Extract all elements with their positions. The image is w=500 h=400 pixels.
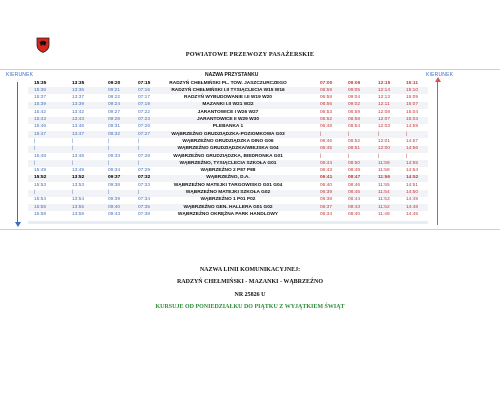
departure-time-outbound: 13:47 <box>72 131 85 137</box>
departure-time-return: 12:07 <box>378 117 391 122</box>
table-row <box>28 204 428 211</box>
departure-time-return: 08:58 <box>348 117 361 122</box>
departure-time-return: 12:03 <box>378 124 391 130</box>
departure-time-return: 14:51 <box>406 182 419 188</box>
stop-name: WĄBRZEŹNO, D.A. <box>206 175 250 181</box>
table-row <box>28 95 428 102</box>
departure-time-return: 11:59 <box>378 160 390 166</box>
departure-time-return: 08:45 <box>348 190 361 195</box>
top-divider <box>0 69 500 70</box>
departure-time-return: 12:13 <box>378 95 391 101</box>
line-label: NAZWA LINII KOMUNIKACYJNEJ: <box>199 267 301 273</box>
direction-arrow-up-line <box>437 80 438 225</box>
departure-time-outbound: | <box>108 138 110 144</box>
departure-time-return: | <box>378 131 380 137</box>
departure-time-return: 14:54 <box>406 168 419 174</box>
departure-time-outbound: 07:38 <box>138 211 151 217</box>
departure-time-outbound: | <box>108 160 110 166</box>
departure-time-outbound: 15:37 <box>34 95 47 101</box>
departure-time-return: 15:10 <box>406 87 419 93</box>
table-row <box>28 87 428 94</box>
departure-time-return: 06:34 <box>320 211 333 217</box>
departure-time-return: 11:52 <box>378 204 390 210</box>
departure-time-return: 15:11 <box>406 80 419 86</box>
direction-label-right: KIERUNEK <box>426 72 454 78</box>
stop-column-header: NAZWA PRZYSTANKU <box>205 72 259 78</box>
departure-time-outbound: 15:43 <box>34 117 47 122</box>
departure-time-outbound: 15:46 <box>34 124 47 130</box>
line-number: NR 25826 U <box>234 292 266 298</box>
departure-time-return: 09:05 <box>348 87 361 93</box>
stop-name: WĄBRZEŹNO MATEJKI SZKOŁA G02 <box>185 190 271 195</box>
departure-time-outbound: 09:31 <box>108 124 121 130</box>
stop-name: JARANTOWICE II W29 W30 <box>196 117 259 122</box>
departure-time-outbound: | <box>72 146 74 152</box>
stop-name: WĄBRZEŹNO GRUDZIĄDZKA, BIEDRONKA G01 <box>173 153 283 159</box>
departure-time-outbound: | <box>34 160 36 166</box>
stop-name: WĄBRZEŹNO 2 P87 P88 <box>200 168 256 174</box>
departure-time-outbound: 09:32 <box>108 131 121 137</box>
departure-time-outbound: 07:26 <box>138 124 151 130</box>
table-row <box>28 117 428 124</box>
departure-time-outbound: 09:27 <box>108 109 121 115</box>
bottom-divider <box>0 229 500 230</box>
departure-time-outbound: 13:39 <box>72 102 85 108</box>
departure-time-return: 09:06 <box>348 80 361 86</box>
departure-time-outbound: 13:52 <box>72 175 85 181</box>
departure-time-outbound: 07:16 <box>138 87 151 93</box>
departure-time-return: 06:52 <box>320 117 333 122</box>
departure-time-outbound: 13:35 <box>72 80 85 86</box>
departure-time-return: 15:09 <box>406 95 419 101</box>
departure-time-return: 06:43 <box>320 168 333 174</box>
departure-time-return: 08:51 <box>348 146 361 152</box>
departure-time-return: 06:46 <box>320 138 333 144</box>
departure-time-return: | <box>320 153 322 159</box>
departure-time-return: 11:56 <box>378 175 391 181</box>
departure-time-return: | <box>406 131 408 137</box>
departure-time-return: 08:46 <box>348 182 361 188</box>
departure-time-outbound: 15:52 <box>34 175 47 181</box>
departure-time-return: | <box>406 153 408 159</box>
departure-time-outbound: 13:43 <box>72 117 85 122</box>
departure-time-outbound: | <box>108 190 110 195</box>
departure-time-outbound: 09:22 <box>108 95 121 101</box>
departure-time-outbound: 15:55 <box>34 204 47 210</box>
stop-name: WĄBRZEŹNO 1 P01 P02 <box>200 197 256 203</box>
departure-time-outbound: 15:58 <box>34 211 47 217</box>
departure-time-return: 12:08 <box>378 109 391 115</box>
departure-time-return: 12:01 <box>378 138 391 144</box>
departure-time-return: 06:45 <box>320 146 333 152</box>
departure-time-return: 08:49 <box>348 168 361 174</box>
departure-time-return: 12:11 <box>378 102 390 108</box>
departure-time-outbound: 15:49 <box>34 168 47 174</box>
page-title: POWIATOWE PRZEWOZY PASAŻERSKIE <box>185 51 315 58</box>
departure-time-outbound: 13:53 <box>72 182 85 188</box>
service-note: KURSUJE OD PONIEDZIAŁKU DO PIĄTKU Z WYJĄTKIEM ŚWIĄT <box>155 304 345 310</box>
departure-time-outbound: 09:28 <box>108 117 121 122</box>
departure-time-return: 08:59 <box>348 109 361 115</box>
table-row <box>28 124 428 131</box>
stop-name: MAZANKI I.II W21 W22 <box>202 102 254 108</box>
departure-time-return: 11:54 <box>378 190 390 195</box>
departure-time-outbound: 07:32 <box>138 175 151 181</box>
table-row <box>28 102 428 109</box>
departure-time-return: 12:15 <box>378 80 391 86</box>
table-row <box>28 131 428 138</box>
table-row <box>28 80 428 87</box>
departure-time-return: 09:04 <box>348 95 361 101</box>
departure-time-outbound: 13:55 <box>72 204 85 210</box>
departure-time-outbound: 13:46 <box>72 124 85 130</box>
departure-time-outbound: | <box>34 190 36 195</box>
table-row <box>28 182 428 189</box>
departure-time-outbound: 09:39 <box>108 197 121 203</box>
table-row <box>28 109 428 116</box>
table-row <box>28 160 428 167</box>
departure-time-outbound: 13:36 <box>72 87 85 93</box>
departure-time-outbound: 13:58 <box>72 211 85 217</box>
departure-time-outbound: | <box>72 138 74 144</box>
departure-time-outbound: 09:40 <box>108 204 121 210</box>
arrow-up-icon <box>435 77 441 82</box>
departure-time-return: 15:03 <box>406 117 419 122</box>
departure-time-outbound: 15:48 <box>34 153 47 159</box>
departure-time-return: 08:54 <box>348 124 361 130</box>
departure-time-return: 06:37 <box>320 204 333 210</box>
stop-name: WĄBRZEŹNO MATEJKI TARGOWISKO G01 G04 <box>173 182 283 188</box>
departure-time-return: 14:59 <box>406 124 419 130</box>
departure-time-return: 14:45 <box>406 211 419 217</box>
departure-time-outbound: | <box>138 138 140 144</box>
departure-time-return: 06:40 <box>320 182 333 188</box>
departure-time-return: 12:00 <box>378 146 391 152</box>
departure-time-outbound: 07:27 <box>138 131 151 137</box>
stop-name: RADZYŃ CHEŁMIŃSKI PL. TOW. JASZCZURCZEGO <box>169 80 287 86</box>
stop-name: WĄBRZEŹNO GRUDZIĄDZKA-POZIOMKOWA G03 <box>171 131 285 137</box>
departure-time-outbound: 07:29 <box>138 168 151 174</box>
departure-time-return: 06:39 <box>320 190 333 195</box>
departure-time-outbound: 09:33 <box>108 153 121 159</box>
departure-time-return: 06:48 <box>320 124 333 130</box>
departure-time-return: 12:14 <box>378 87 391 93</box>
departure-time-outbound: 07:34 <box>138 197 151 203</box>
table-row <box>28 153 428 160</box>
departure-time-return: 06:38 <box>320 197 333 203</box>
departure-time-outbound: 13:49 <box>72 168 85 174</box>
departure-time-outbound: 13:42 <box>72 109 85 115</box>
departure-time-outbound: 09:37 <box>108 175 121 181</box>
departure-time-return: 06:44 <box>320 160 333 166</box>
table-row <box>28 175 428 182</box>
departure-time-outbound: | <box>138 190 140 195</box>
stop-name: JARANTOWICE I W26 W27 <box>197 109 259 115</box>
departure-time-return: 14:56 <box>406 146 419 152</box>
departure-time-return: 14:50 <box>406 190 419 195</box>
departure-time-return: 11:58 <box>378 168 390 174</box>
departure-time-outbound: 09:24 <box>108 102 121 108</box>
departure-time-outbound: 09:43 <box>108 211 121 217</box>
departure-time-outbound: | <box>72 190 74 195</box>
table-row <box>28 168 428 175</box>
departure-time-outbound: 07:28 <box>138 153 151 159</box>
stop-name: WĄBRZEŹNO GEN. HALLERA G01 G02 <box>183 204 273 210</box>
departure-time-return: 08:44 <box>348 197 361 203</box>
departure-time-return: 11:55 <box>378 182 390 188</box>
departure-time-return: 14:52 <box>406 175 419 181</box>
departure-time-outbound: 09:34 <box>108 168 121 174</box>
departure-time-outbound: 13:37 <box>72 95 85 101</box>
departure-time-outbound: | <box>34 138 36 144</box>
departure-time-return: 14:55 <box>406 160 419 166</box>
departure-time-return: 11:49 <box>378 211 390 217</box>
departure-time-outbound: 09:21 <box>108 87 121 93</box>
departure-time-outbound: 15:39 <box>34 102 47 108</box>
departure-time-return: 06:41 <box>320 175 333 181</box>
departure-time-outbound: 15:35 <box>34 80 47 86</box>
departure-time-return: 08:40 <box>348 211 361 217</box>
stop-name: WĄBRZEŹNO GRUDZIĄDZKA DINO G06 <box>182 138 274 144</box>
departure-time-outbound: 09:38 <box>108 182 121 188</box>
departure-time-return: 14:48 <box>406 204 419 210</box>
departure-time-return: 15:07 <box>406 102 419 108</box>
table-row <box>28 211 428 218</box>
departure-time-return: 14:49 <box>406 197 419 203</box>
table-header <box>30 72 430 79</box>
departure-time-outbound: 15:42 <box>34 109 47 115</box>
departure-time-return: 08:47 <box>348 175 361 181</box>
departure-time-return: 08:43 <box>348 204 361 210</box>
table-row <box>28 197 428 204</box>
departure-time-outbound: 07:15 <box>138 80 151 86</box>
stop-name: WĄBRZEŹNO GRUDZIĄDZKA/WIEJSKA G04 <box>177 146 279 152</box>
departure-time-outbound: 07:23 <box>138 117 151 122</box>
departure-time-return: | <box>378 153 380 159</box>
departure-time-return: | <box>320 131 322 137</box>
table-bottom-bar <box>28 221 428 224</box>
departure-time-outbound: 09:20 <box>108 80 121 86</box>
departure-time-return: | <box>348 153 350 159</box>
stop-name: WĄBRZEŹNO OKRĘŻNA PARK HANDLOWY <box>177 211 279 217</box>
departure-time-outbound: 07:17 <box>138 95 151 101</box>
departure-time-outbound: | <box>108 146 110 152</box>
departure-time-return: 08:50 <box>348 160 361 166</box>
departure-time-outbound: 15:36 <box>34 87 47 93</box>
arrow-down-icon <box>15 222 21 227</box>
table-row <box>28 138 428 145</box>
departure-time-return: 06:59 <box>320 87 333 93</box>
stop-name: PLEBANKA 1 <box>212 124 244 130</box>
stop-name: RADZYŃ CHEŁMIŃSKI I.II TYSIĄCLECIA W15 W16 <box>171 87 285 93</box>
departure-time-return: 11:53 <box>378 197 390 203</box>
departure-time-outbound: 15:53 <box>34 182 47 188</box>
stop-name: WĄBRZEŹNO, TYSIĄCLECIA SZKOŁA G01 <box>179 160 277 166</box>
table-row <box>28 190 428 197</box>
departure-time-return: 15:04 <box>406 109 419 115</box>
departure-time-return: 06:58 <box>320 95 333 101</box>
departure-time-outbound: 15:54 <box>34 197 47 203</box>
departure-time-outbound: 07:22 <box>138 109 151 115</box>
table-row <box>28 146 428 153</box>
line-name: RADZYŃ CHEŁMIŃSKI - MAZANKI - WĄBRZEŹNO <box>176 279 324 285</box>
departure-time-outbound: | <box>34 146 36 152</box>
departure-time-outbound: | <box>138 160 140 166</box>
departure-time-return: 06:53 <box>320 109 333 115</box>
departure-time-return: 06:56 <box>320 102 333 108</box>
departure-time-outbound: 15:47 <box>34 131 47 137</box>
departure-time-return: 09:02 <box>348 102 361 108</box>
departure-time-outbound: 07:19 <box>138 102 151 108</box>
departure-time-return: | <box>348 131 350 137</box>
departure-time-outbound: | <box>72 160 74 166</box>
departure-time-return: 07:00 <box>320 80 333 86</box>
departure-time-outbound: 13:54 <box>72 197 85 203</box>
departure-time-outbound: 07:35 <box>138 204 151 210</box>
departure-time-return: 08:52 <box>348 138 361 144</box>
stop-name: RADZYŃ WYBUDOWANIE I.II W19 W20 <box>184 95 272 101</box>
departure-time-return: 14:57 <box>406 138 419 144</box>
departure-time-outbound: | <box>138 146 140 152</box>
direction-arrow-down-line <box>17 82 18 225</box>
departure-time-outbound: 07:33 <box>138 182 151 188</box>
departure-time-outbound: 13:48 <box>72 153 85 159</box>
direction-label-left: KIERUNEK <box>6 72 34 78</box>
